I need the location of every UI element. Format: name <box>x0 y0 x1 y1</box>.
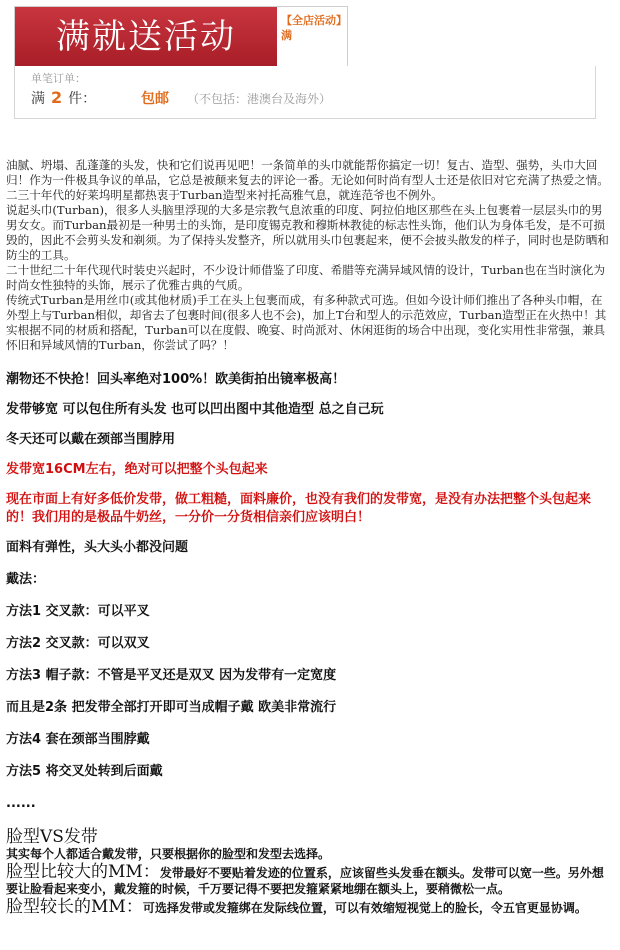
face-large-body: 发带最好不要贴着发迹的位置系，应该留些头发垂在额头。发带可以宽一些。另外想要让脸看起来变小，戴发箍的时候，千万要记得不要把发箍紧紧地绷在额头上，要稍微松一点。 <box>6 866 604 896</box>
method-3: 方法3 帽子款：不管是平叉还是双叉 因为发带有一定宽度 <box>6 668 337 683</box>
face-long-text <box>6 897 610 917</box>
method-2: 方法2 交叉款：可以双叉 <box>6 636 150 651</box>
promo-cond-prefix: 满 <box>31 91 45 107</box>
promo-title: 满就送活动 <box>15 7 277 67</box>
face-large-heading: 脸型比较大的MM： <box>6 862 160 882</box>
promo-banner[interactable] <box>14 6 348 68</box>
intro-paragraph-2: 二三十年代的好莱坞明星都热衷于Turban造型来衬托高雅气息，就连范爷也不例外。 <box>6 188 443 202</box>
promo-gift: 包邮 <box>141 91 169 107</box>
promo-section <box>0 0 620 125</box>
promo-cond-num: 2 <box>51 88 63 107</box>
promo-cond-suffix: 件： <box>68 91 97 107</box>
intro-paragraph-3: 说起头巾(Turban)，很多人头脑里浮现的大多是宗教气息浓重的印度、阿拉伯地区那些在头上包裹着一层层头巾的男男女女。而Turban最初是一种男士的头饰，是印度锡克教和穆斯林教徒的标志性头饰，他们认为身体毛发，是不可损毁的，因此不会剪头发和剃须。为了保持头发整齐，所以就用头巾包裹起来，便不会披头散发的样子，同时也是防晒和防尘的工具。 <box>6 203 609 262</box>
quality-line: 现在市面上有好多低价发带，做工粗糙，面料廉价，也没有我们的发带宽，是没有办法把整个头包起来的！我们用的是极品牛奶丝，一分价一分货相信亲们应该明白！ <box>6 492 592 525</box>
article-content <box>6 158 610 917</box>
promo-note: （不包括：港澳台及海外） <box>187 92 332 106</box>
face-sub: 其实每个人都适合戴发带，只要根据你的脸型和发型去选择。 <box>6 847 331 861</box>
ellipsis: ...... <box>6 796 36 811</box>
wear-heading: 戴法： <box>6 572 46 587</box>
method-3-note: 而且是2条 把发带全部打开即可当成帽子戴 欧美非常流行 <box>6 700 337 715</box>
elastic-line: 面料有弹性，头大头小都没问题 <box>6 540 189 555</box>
intro-paragraph-5: 传统式Turban是用丝巾(或其他材质)手工在头上包裹而成，有多种款式可选。但如今设计师们推出了各种头巾帽，在外型上与Turban相似，却省去了包裹时间(很多人也不会)，加上T台和型人的示范效应，Turban造型正在火热中！其实根据不同的材质和搭配，Turban可以在度假、晚宴、时尚派对、休闲逛街的场合中出现，变化实用性非常强，兼具怀旧和异域风情的Turban，你尝试了吗？！ <box>6 293 607 352</box>
intro-paragraph-1: 油腻、坍塌、乱蓬蓬的头发，快和它们说再见吧！一条简单的头巾就能帮你搞定一切！复古、造型、强势，头巾大回归！作为一件极具争议的单品，它总是被颠来复去的评论一番。无论如何时尚有型人士还是依旧对它充满了热爱之情。 <box>6 158 609 187</box>
feature-line-1: 潮物还不快抢！回头率绝对100%！欧美街拍出镜率极高！ <box>6 372 346 387</box>
face-long-body: 可选择发带或发箍绑在发际线位置，可以有效缩短视觉上的脸长，令五官更显协调。 <box>142 901 587 915</box>
promo-side-text: 【全店活动】满 <box>281 14 342 42</box>
feature-line-3: 冬天还可以戴在颈部当围脖用 <box>6 432 176 447</box>
face-heading: 脸型VS发带 <box>6 827 98 847</box>
face-large-text <box>6 862 610 897</box>
feature-line-2: 发带够宽 可以包住所有头发 也可以凹出图中其他造型 总之自己玩 <box>6 402 384 417</box>
method-5: 方法5 将交叉处转到后面戴 <box>6 764 163 779</box>
promo-condition <box>31 88 96 108</box>
intro-paragraph-4: 二十世纪二十年代现代时装史兴起时，不少设计师借鉴了印度、希腊等充满异域风情的设计，Turban也在当时演化为时尚女性独特的头饰，展示了优雅古典的气质。 <box>6 263 606 292</box>
promo-condition-box <box>14 66 596 119</box>
width-line: 发带宽16CM左右，绝对可以把整个头包起来 <box>6 462 268 477</box>
method-1: 方法1 交叉款：可以平叉 <box>6 604 150 619</box>
face-long-heading: 脸型较长的MM： <box>6 897 143 917</box>
method-4: 方法4 套在颈部当围脖戴 <box>6 732 150 747</box>
promo-label: 单笔订单： <box>31 72 86 85</box>
